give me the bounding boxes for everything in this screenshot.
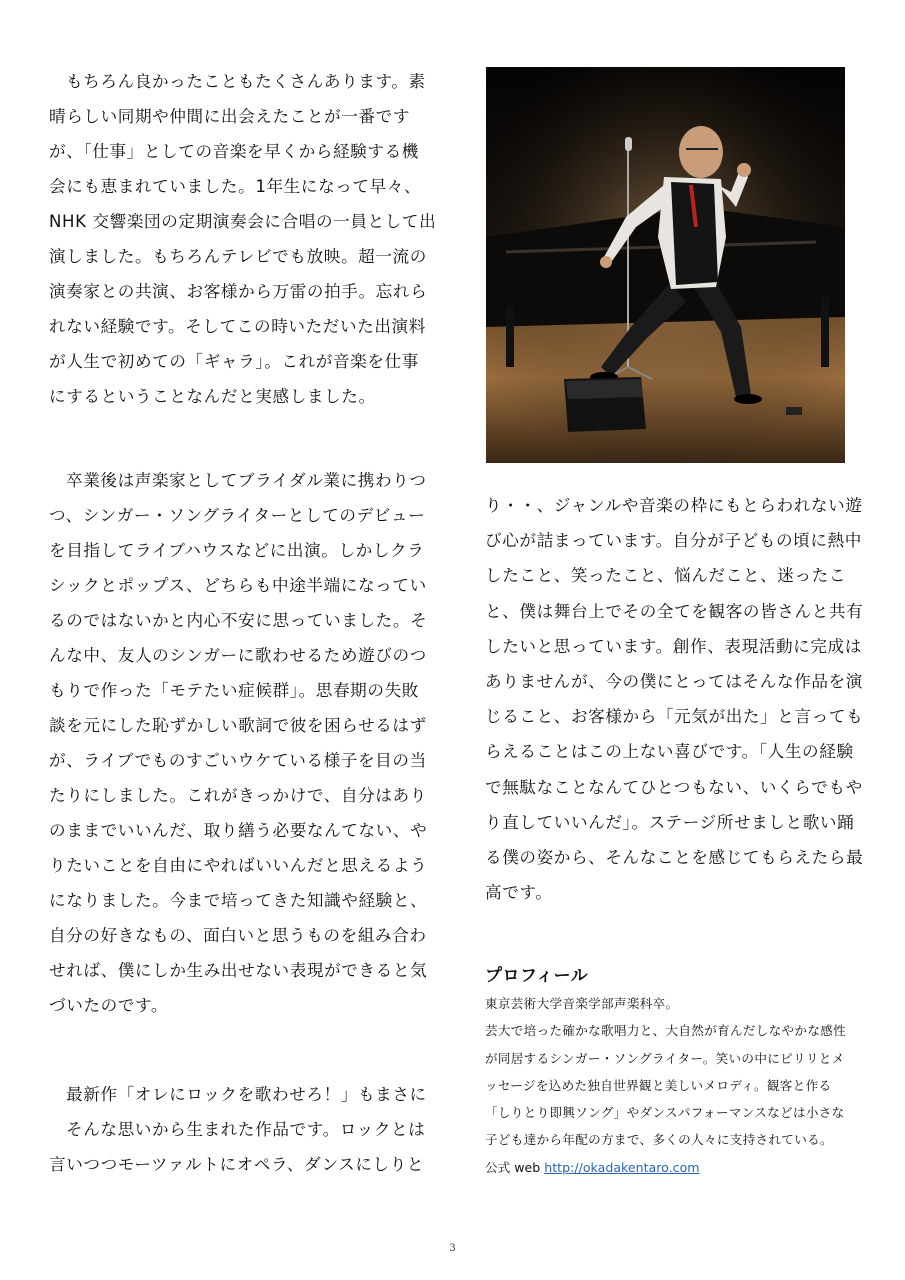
profile-web-row <box>485 1154 846 1182</box>
text-line: づいたのです。 <box>49 996 169 1015</box>
text-line: せれば、僕にしか生み出せない表現ができると気 <box>49 961 428 980</box>
text-line: になりました。今まで培ってきた知識や経験と、 <box>49 891 428 910</box>
photo-illustration <box>486 67 845 463</box>
profile-lines <box>485 990 846 1154</box>
text-line: 卒業後は声楽家としてブライダル業に携わりつ <box>66 471 427 490</box>
profile-heading: プロフィール <box>485 966 589 986</box>
text-line: 談を元にした恥ずかしい歌詞で彼を困らせるはず <box>49 716 427 735</box>
profile-line: 「しりとり即興ソング」やダンスパフォーマンスなどは小さな <box>485 1105 845 1121</box>
text-line: にするということなんだと実感しました。 <box>49 387 376 406</box>
left-paragraph-3 <box>49 1077 427 1183</box>
text-line: もちろん良かったこともたくさんあります。素 <box>66 72 426 91</box>
text-line: が、「仕事」としての音楽を早くから経験する機 <box>49 142 419 161</box>
profile-line: 子ども達から年配の方まで、多くの人々に支持されている。 <box>485 1132 833 1148</box>
text-line: で無駄なことなんてひとつもない、いくらでもや <box>485 777 863 797</box>
text-line: る僕の姿から、そんなことを感じてもらえたら最 <box>485 847 864 867</box>
profile-line: 東京芸術大学音楽学部声楽科卒。 <box>485 996 679 1011</box>
text-line: りたいことを自由にやればいいんだと思えるよう <box>49 856 428 875</box>
profile-line: が同居するシンガー・ソングライター。笑いの中にピリリとメ <box>485 1050 845 1066</box>
text-line: ありませんが、今の僕にとってはそんな作品を演 <box>485 671 863 691</box>
text-line: が、ライブでものすごいウケている様子を目の当 <box>49 751 427 770</box>
text-line: そんな思いから生まれた作品です。ロックとは <box>66 1120 426 1140</box>
text-line: り直していいんだ」。ステージ所せましと歌い踊 <box>485 812 855 832</box>
text-line: 最新作「オレにロックを歌わせろ！」もまさに <box>66 1085 427 1104</box>
profile-section <box>485 962 846 1182</box>
text-line: 言いつつモーツァルトにオペラ、ダンスにしりと <box>49 1155 425 1175</box>
text-line: んな中、友人のシンガーに歌わせるため遊びのつ <box>49 646 427 665</box>
text-line: 自分の好きなもの、面白いと思うものを組み合わ <box>49 926 427 945</box>
text-line: 高です。 <box>485 883 553 903</box>
text-line: したいと思っています。創作、表現活動に完成は <box>485 636 862 656</box>
profile-line: ッセージを込めた独自世界観と美しいメロディ。観客と作る <box>485 1077 832 1093</box>
text-line: 演しました。もちろんテレビでも放映。超一流の <box>49 247 427 266</box>
text-line: が人生で初めての「ギャラ」。これが音楽を仕事 <box>49 352 419 371</box>
page-number: 3 <box>449 1243 456 1254</box>
text-line: もりで作った「モテたい症候群」。思春期の失敗 <box>49 681 419 700</box>
text-line: のままでいいんだ、取り繕う必要なんてない、や <box>49 821 428 840</box>
stage-performer-photo <box>486 67 845 463</box>
text-line: つ、シンガー・ソングライターとしてのデビュー <box>49 506 426 525</box>
profile-web-link[interactable]: http://okadakentaro.com <box>544 1159 700 1175</box>
text-line: らえることはこの上ない喜びです。「人生の経験 <box>485 742 854 762</box>
right-paragraph <box>485 488 863 910</box>
text-line: を目指してライブハウスなどに出演。しかしクラ <box>49 541 425 560</box>
text-line: り・・、ジャンルや音楽の枠にもとらわれない遊 <box>485 496 863 515</box>
left-paragraph-2 <box>49 463 427 1023</box>
text-line: るのではないかと内心不安に思っていました。そ <box>49 611 428 630</box>
text-line: じること、お客様から「元気が出た」と言っても <box>485 707 864 727</box>
text-line: 演奏家との共演、お客様から万雷の拍手。忘れら <box>49 282 428 301</box>
text-line: 会にも恵まれていました。1年生になって早々、 <box>49 177 422 196</box>
text-line: と、僕は舞台上でその全てを観客の皆さんと共有 <box>485 601 864 621</box>
profile-web-label: 公式 web <box>485 1159 541 1175</box>
text-line: れない経験です。そしてこの時いただいた出演料 <box>49 317 426 336</box>
text-line: び心が詰まっています。自分が子どもの頃に熱中 <box>485 531 862 551</box>
text-line: したこと、笑ったこと、悩んだこと、迷ったこ <box>485 566 847 586</box>
text-line: たりにしました。これがきっかけで、自分はあり <box>49 786 427 805</box>
left-paragraph-1 <box>49 64 436 414</box>
text-line: シックとポップス、どちらも中途半端になってい <box>49 576 427 595</box>
text-line: NHK 交響楽団の定期演奏会に合唱の一員として出 <box>49 212 437 231</box>
text-line: 晴らしい同期や仲間に出会えたことが一番です <box>49 107 411 126</box>
profile-line: 芸大で培った確かな歌唱力と、大自然が育んだしなやかな感性 <box>485 1023 847 1039</box>
